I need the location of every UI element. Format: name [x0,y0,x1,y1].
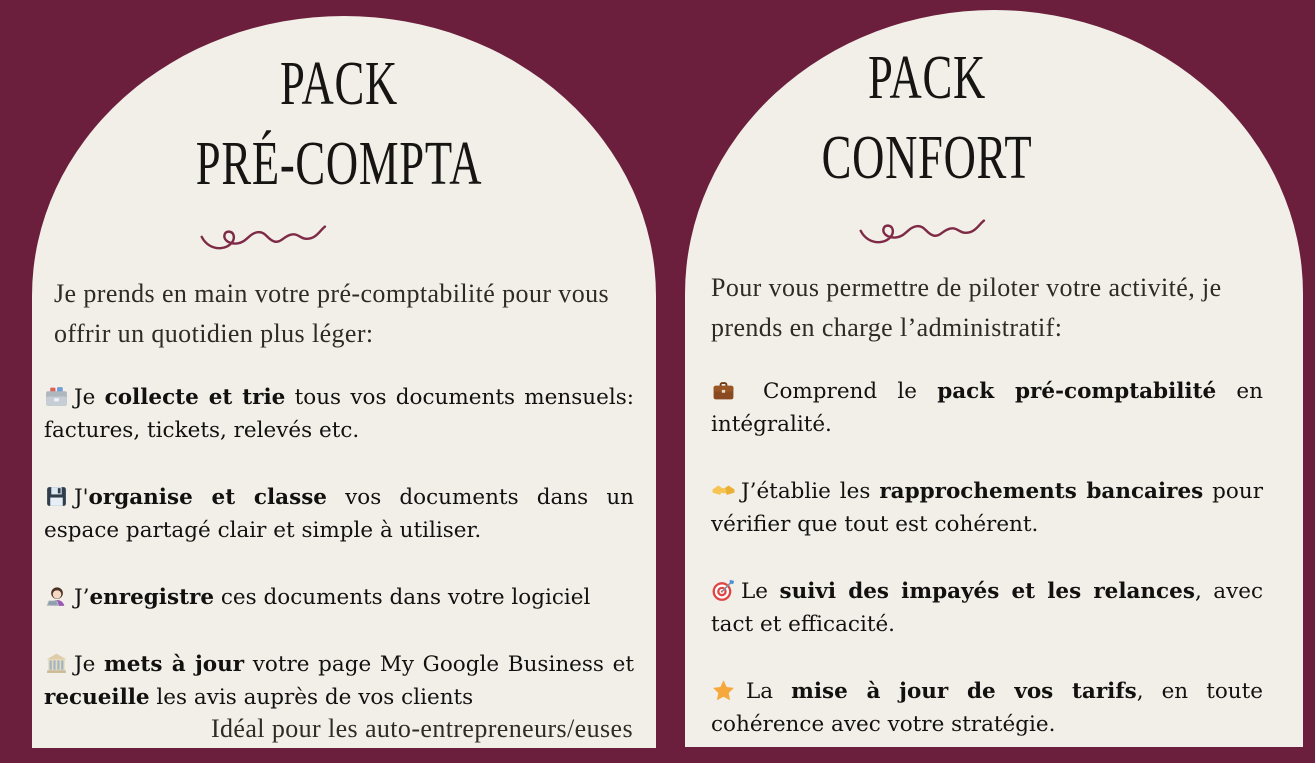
bullet-text: Le [741,579,780,604]
ideal-for-note: Idéal pour les auto-entrepreneurs/euses [210,714,633,743]
bullet-text: Comprend le [763,379,938,404]
bullet-text-bold: mets à jour [104,652,245,677]
bullet-text: La [746,679,792,704]
title-line-2: PRÉ-COMPTA [195,130,483,198]
bullet-text-bold: recueille [44,685,150,710]
bullet-text-bold: enregistre [89,585,215,610]
bank-icon [44,651,69,676]
bullet-text-bold: mise à jour de vos tarifs [791,679,1137,704]
bullet-text-bold: rapprochements bancaires [879,479,1204,504]
bullet-text-bold: suivi des impayés et les relances [779,579,1195,604]
bullet-text-bold: organise et classe [88,485,327,510]
bullet-impayes [711,575,1263,641]
bullet-text: J' [74,485,89,510]
title-line-1: PACK [280,50,398,118]
woman-technologist-icon [44,584,69,609]
briefcase-icon [711,378,736,403]
confort-intro: Pour vous permettre de piloter votre activité, je prends en charge l’administratif: [711,273,1222,342]
bullet-organise [44,481,634,547]
bullet-text: en intégralité. [711,379,1264,437]
bullet-text: vos documents dans un espace partagé clair et simple à utiliser. [44,485,635,543]
bullet-text: les avis auprès de vos clients [149,685,474,710]
bullet-text-bold: pack pré-comptabilité [937,379,1217,404]
bullet-text: , avec tact et efficacité. [711,579,1263,637]
bullet-enregistre [44,581,634,614]
card-file-box-icon [44,384,69,409]
bullet-text: tous vos documents mensuels: factures, tickets, relevés etc. [44,385,634,443]
handshake-icon [711,478,736,503]
bullet-tarifs [711,675,1263,741]
bullet-text: votre page My Google Business et [244,652,634,677]
bullet-google-business [44,648,634,714]
squiggle-divider-icon [198,216,338,254]
bullet-text: J’établie les [741,479,880,504]
bullet-rapprochements [711,475,1263,541]
pack-confort-title [651,38,1203,198]
bullet-text: , en toute cohérence avec votre stratégie. [711,679,1263,737]
star-icon [711,678,736,703]
floppy-disk-icon [44,484,69,509]
target-icon [711,578,736,603]
bullet-collecte [44,381,634,447]
pack-pre-compta-card [32,16,656,748]
squiggle-divider-icon [857,210,997,248]
title-line-2: CONFORT [821,124,1033,192]
pack-pre-compta-title [44,44,634,204]
bullet-text: Je [74,385,105,410]
title-line-1: PACK [868,44,986,112]
pre-compta-intro: Je prends en main votre pré-comptabilité pour vous offrir un quotidien plus léger: [54,279,610,348]
bullet-pack-integralite [711,375,1263,441]
pack-confort-card [685,10,1303,747]
bullet-text: J’ [74,585,90,610]
bullet-text-bold: collecte et trie [104,385,286,410]
bullet-text: Je [74,652,104,677]
bullet-text: ces documents dans votre logiciel [214,585,591,610]
bullet-text: pour vérifier que tout est cohérent. [711,479,1263,537]
